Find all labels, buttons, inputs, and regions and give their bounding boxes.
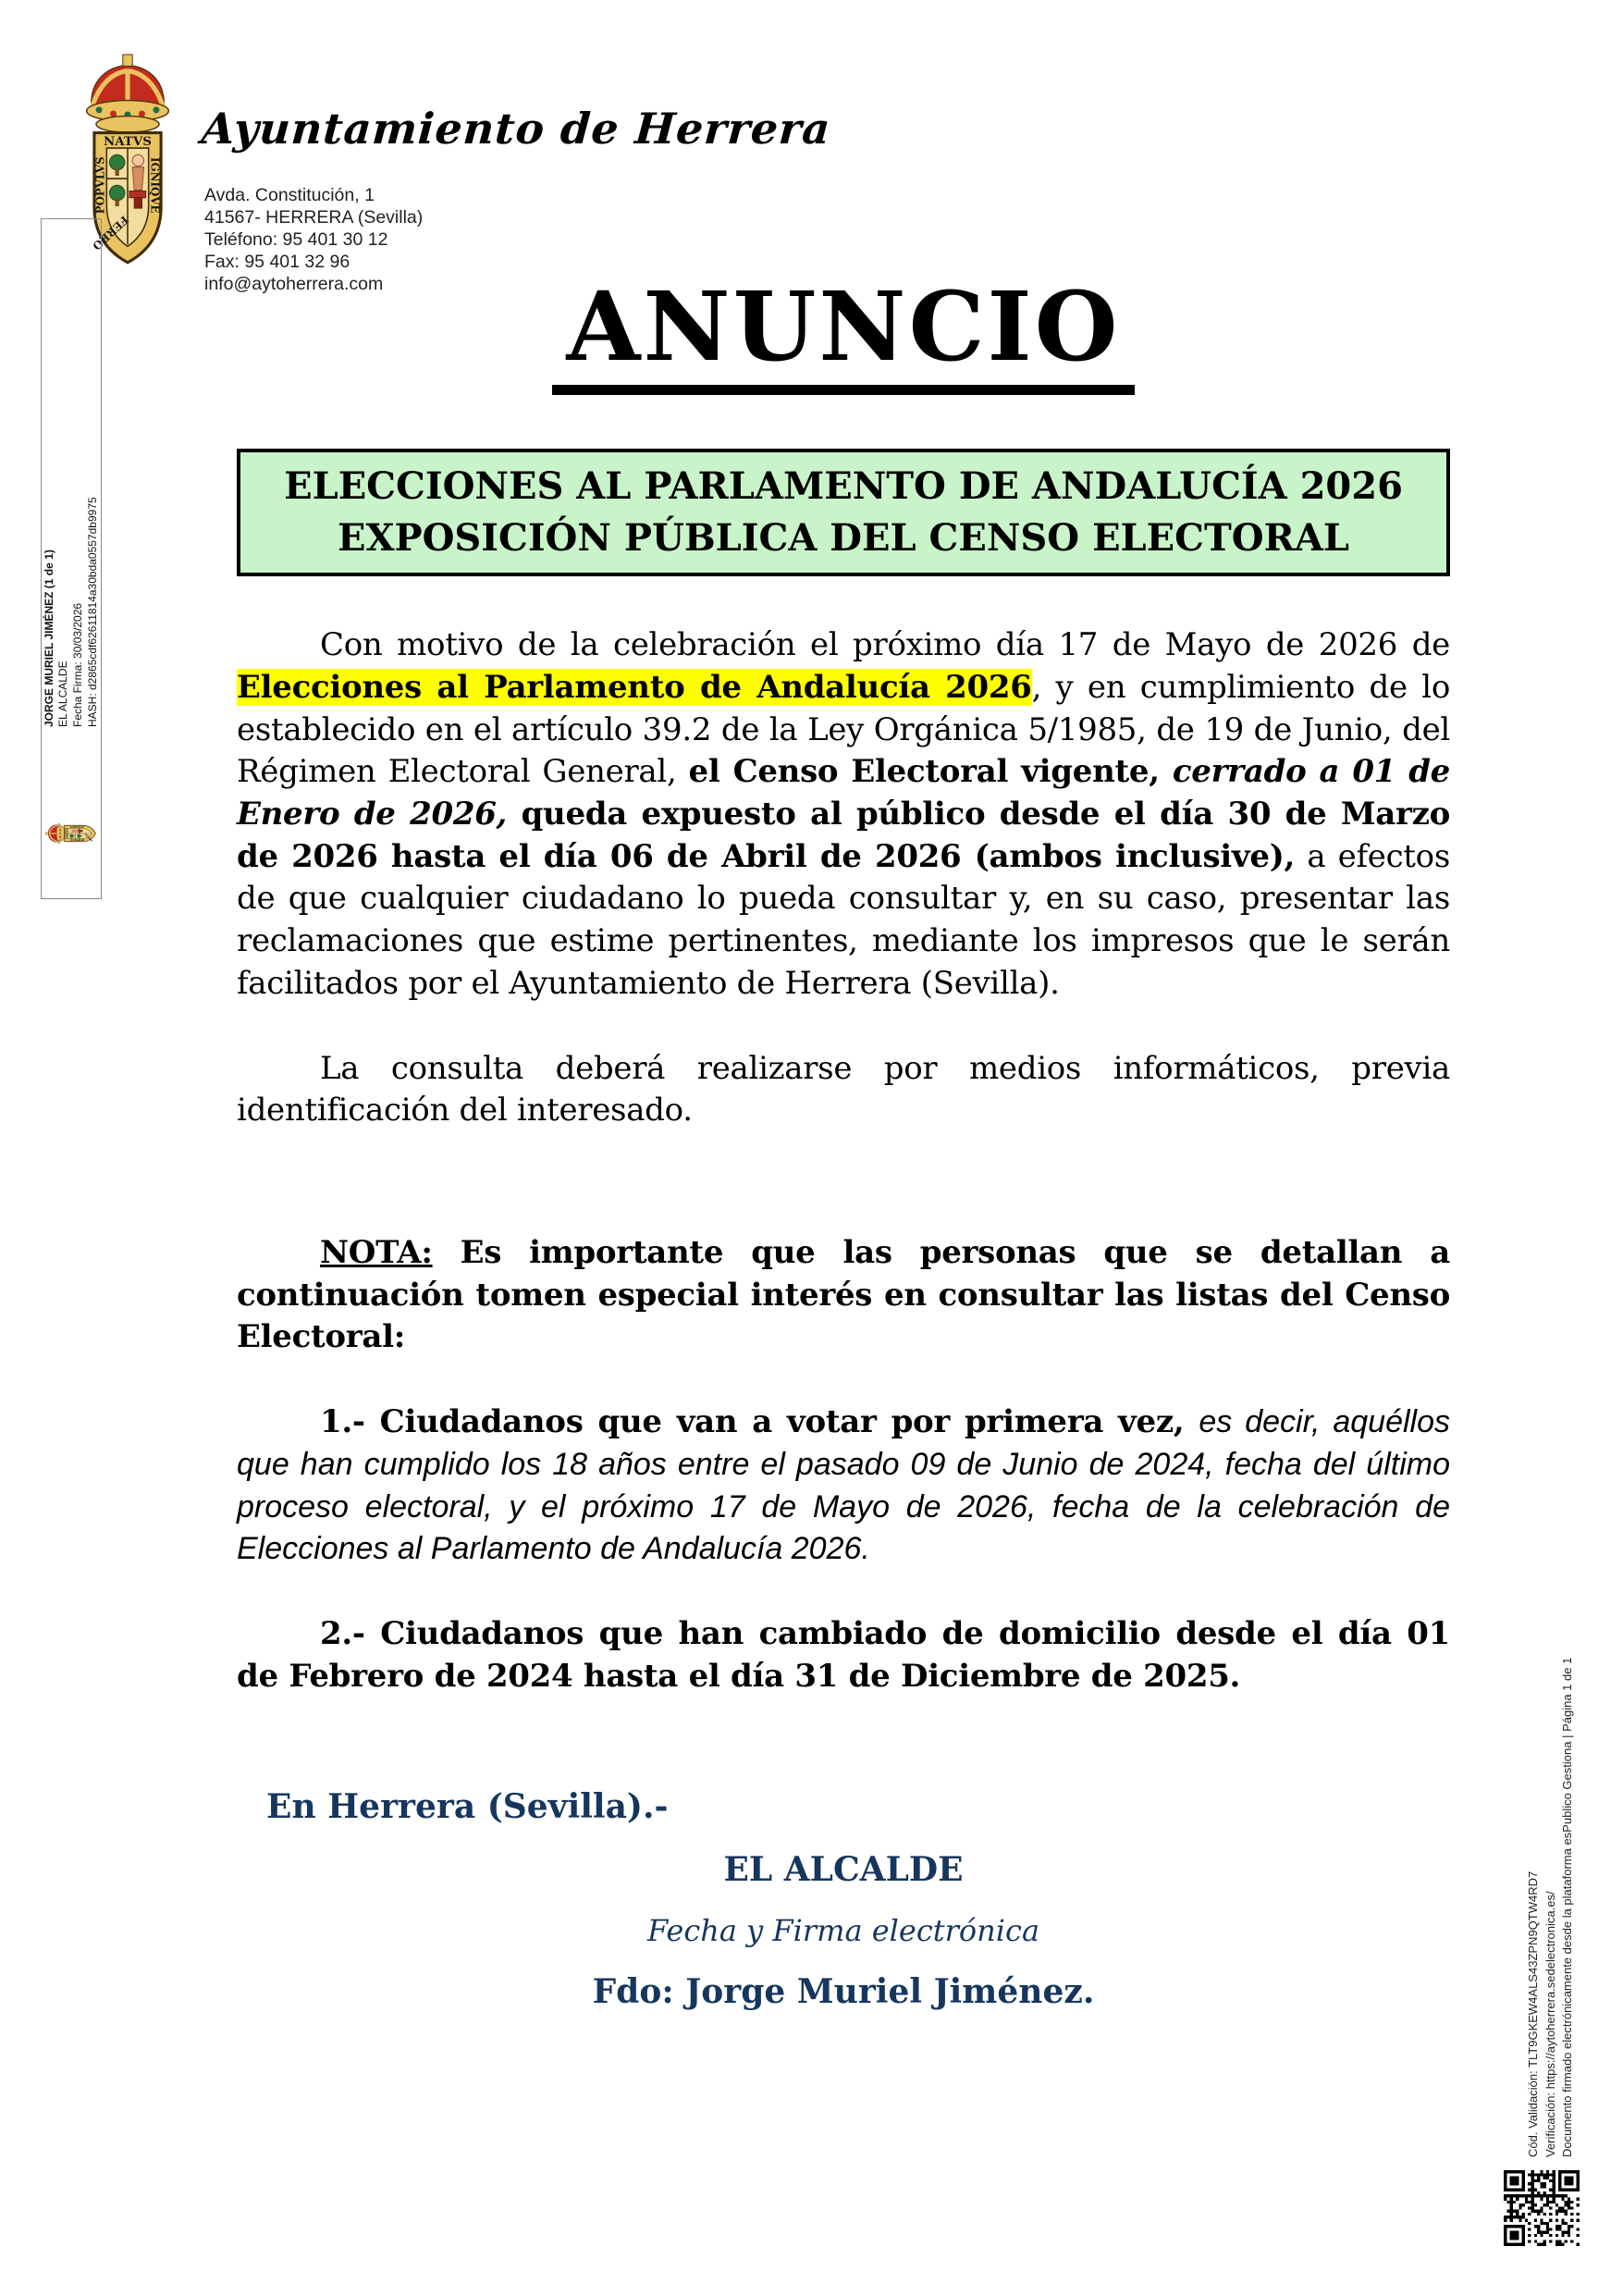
address-line: Teléfono: 95 401 30 12 — [204, 228, 388, 250]
address-line: 41567- HERRERA (Sevilla) — [204, 206, 424, 228]
paragraph-intro: Con motivo de la celebración el próximo día 17 de Mayo de 2026 de Elecciones al Parlamento de Andalucía 2026, y en cumplimiento de lo establecido en el artículo 39.2 de la Ley Orgánica 5/1985, de 19 de Junio, del Régimen Electoral General, el Censo Electoral vigente, cerrado a 01 de Enero de 2026, queda expuesto al público desde el día 30 de Marzo de 2026 hasta el día 06 de Abril de 2026 (ambos inclusive), a efectos de que cualquier ciudadano lo pueda consultar y, en su caso, presentar las reclamaciones que estime pertinentes, mediante los impresos que le serán facilitados por el Ayuntamiento de Herrera (Sevilla). — [237, 626, 1451, 1002]
validation-code: Cód. Validación: TLT9GKEW4ALS43ZPN9QTW4RD7 — [1525, 1870, 1540, 2157]
stamp-hash: HASH: d2865cdf62611814a30bda0557db9975 — [85, 497, 99, 727]
signature-signer: Fdo: Jorge Muriel Jiménez. — [592, 1971, 1095, 2011]
main-content — [237, 271, 1451, 2011]
left-signature-stamp — [41, 218, 102, 899]
verification-url: Verificación: https://aytoherrera.sedelectronica.es/ — [1543, 1891, 1557, 2157]
stamp-sign-date: Fecha Firma: 30/03/2026 — [71, 602, 84, 727]
banner-line-2: EXPOSICIÓN PÚBLICA DEL CENSO ELECTORAL — [337, 516, 1350, 561]
address-line-email: info@aytoherrera.com — [204, 273, 384, 294]
paragraph-nota: NOTA: Es importante que las personas que se detallan a continuación tomen especial interés en consultar las listas del Censo Electoral: — [237, 1234, 1450, 1356]
stamp-coat-of-arms — [45, 820, 97, 847]
list-item-1: 1.- Ciudadanos que van a votar por primera vez, es decir, aquéllos que han cumplido los 18 años entre el pasado 09 de Junio de 2024, fecha del último proceso electoral, y el próximo 17 de Mayo de 2026, fecha de la celebración de Elecciones al Parlamento de Andalucía 2026. — [237, 1403, 1450, 1567]
stamp-signer-role: EL ALCALDE — [56, 660, 70, 727]
list-item-2: 2.- Ciudadanos que han cambiado de domicilio desde el día 01 de Febrero de 2024 hasta el día 31 de Diciembre de 2025. — [237, 1615, 1450, 1695]
signature-role: EL ALCALDE — [723, 1849, 964, 1889]
validation-footer — [1522, 56, 1580, 2157]
address-line: Avda. Constitución, 1 — [204, 185, 375, 205]
signature-block — [237, 1787, 1450, 2011]
paragraph-consulta: La consulta deberá realizarse por medios informáticos, previa identificación del interesado. — [237, 1049, 1450, 1129]
platform-note: Documento firmado electrónicamente desde la plataforma esPublico Gestiona | Página 1 de 1 — [1560, 1657, 1575, 2157]
announcement-body — [237, 624, 1450, 1697]
document-title: ANUNCIO — [237, 278, 1450, 395]
election-banner — [237, 449, 1450, 576]
stamp-signer-name: JORGE MURIEL JIMÉNEZ (1 de 1) — [42, 549, 55, 727]
qr-code — [1504, 2170, 1580, 2246]
signature-method: Fecha y Firma electrónica — [646, 1912, 1040, 1948]
banner-line-1: ELECCIONES AL PARLAMENTO DE ANDALUCÍA 2026 — [284, 464, 1403, 509]
signature-place: En Herrera (Sevilla).- — [266, 1786, 669, 1826]
stamp-text — [43, 497, 100, 727]
organization-name: Ayuntamiento de Herrera — [200, 104, 833, 154]
address-line: Fax: 95 401 32 96 — [204, 251, 350, 272]
